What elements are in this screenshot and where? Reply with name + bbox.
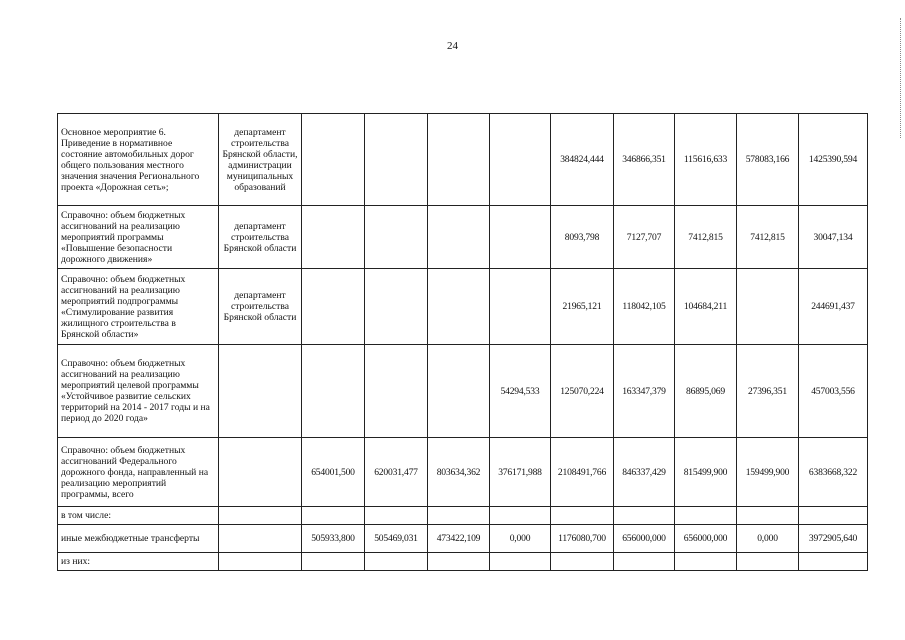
row-description: Справочно: объем бюджетных ассигнований на реализацию мероприятий программы «Повышение безопасности дорожного движения»: [58, 206, 219, 269]
table-row: [58, 525, 868, 553]
row-executor: [219, 553, 302, 571]
amount-cell: [302, 206, 365, 269]
amount-cell: 846337,429: [614, 438, 675, 507]
amount-cell: [428, 114, 490, 206]
amount-cell: [302, 345, 365, 438]
amount-cell: [365, 269, 428, 345]
budget-table: [57, 113, 868, 571]
budget-table-body: [58, 114, 868, 571]
table-row: [58, 438, 868, 507]
amount-cell: [428, 269, 490, 345]
amount-cell: 384824,444: [551, 114, 614, 206]
table-row: [58, 345, 868, 438]
amount-cell: 346866,351: [614, 114, 675, 206]
amount-cell: 0,000: [490, 525, 551, 553]
row-total-cell: [799, 553, 868, 571]
amount-cell: [737, 269, 799, 345]
amount-cell: 163347,379: [614, 345, 675, 438]
amount-cell: [737, 507, 799, 525]
amount-cell: [365, 206, 428, 269]
amount-cell: [302, 269, 365, 345]
amount-cell: 654001,500: [302, 438, 365, 507]
amount-cell: [490, 507, 551, 525]
amount-cell: [614, 507, 675, 525]
amount-cell: [302, 553, 365, 571]
amount-cell: [614, 553, 675, 571]
table-row: [58, 553, 868, 571]
amount-cell: 473422,109: [428, 525, 490, 553]
amount-cell: 125070,224: [551, 345, 614, 438]
row-description: иные межбюджетные трансферты: [58, 525, 219, 553]
row-total-cell: [799, 507, 868, 525]
amount-cell: [428, 507, 490, 525]
row-total-cell: 457003,556: [799, 345, 868, 438]
row-executor: департамент строительства Брянской области: [219, 206, 302, 269]
amount-cell: 505933,800: [302, 525, 365, 553]
row-executor: [219, 525, 302, 553]
amount-cell: 21965,121: [551, 269, 614, 345]
amount-cell: 578083,166: [737, 114, 799, 206]
row-total-cell: 3972905,640: [799, 525, 868, 553]
row-description: из них:: [58, 553, 219, 571]
row-executor: [219, 438, 302, 507]
amount-cell: [428, 345, 490, 438]
amount-cell: 7412,815: [737, 206, 799, 269]
amount-cell: 656000,000: [614, 525, 675, 553]
amount-cell: 815499,900: [675, 438, 737, 507]
amount-cell: [490, 206, 551, 269]
row-executor: [219, 345, 302, 438]
amount-cell: [675, 553, 737, 571]
amount-cell: [737, 553, 799, 571]
amount-cell: [302, 114, 365, 206]
row-total-cell: 6383668,322: [799, 438, 868, 507]
amount-cell: 656000,000: [675, 525, 737, 553]
amount-cell: 7127,707: [614, 206, 675, 269]
amount-cell: [365, 553, 428, 571]
amount-cell: 54294,533: [490, 345, 551, 438]
row-description: Справочно: объем бюджетных ассигнований на реализацию мероприятий подпрограммы «Стимулирование развития жилищного строительства в Брянской области»: [58, 269, 219, 345]
page-number: 24: [447, 40, 458, 52]
amount-cell: [675, 507, 737, 525]
table-row: [58, 114, 868, 206]
amount-cell: 505469,031: [365, 525, 428, 553]
row-total-cell: 30047,134: [799, 206, 868, 269]
amount-cell: [302, 507, 365, 525]
amount-cell: 7412,815: [675, 206, 737, 269]
amount-cell: [490, 269, 551, 345]
scan-edge-marks: [898, 18, 901, 138]
amount-cell: [365, 114, 428, 206]
amount-cell: 376171,988: [490, 438, 551, 507]
amount-cell: 104684,211: [675, 269, 737, 345]
table-row: [58, 206, 868, 269]
amount-cell: 8093,798: [551, 206, 614, 269]
row-description: Основное мероприятие 6. Приведение в нормативное состояние автомобильных дорог общего пользования местного значения значения Регионального проекта «Дорожная сеть»;: [58, 114, 219, 206]
amount-cell: 159499,900: [737, 438, 799, 507]
row-executor: [219, 507, 302, 525]
row-total-cell: 1425390,594: [799, 114, 868, 206]
amount-cell: 115616,633: [675, 114, 737, 206]
row-description: Справочно: объем бюджетных ассигнований на реализацию мероприятий целевой программы «Устойчивое развитие сельских территорий на 2014 - 2017 годы и на период до 2020 года»: [58, 345, 219, 438]
amount-cell: [365, 507, 428, 525]
amount-cell: 86895,069: [675, 345, 737, 438]
amount-cell: [551, 553, 614, 571]
row-description: Справочно: объем бюджетных ассигнований Федерального дорожного фонда, направленный на реализацию мероприятий программы, всего: [58, 438, 219, 507]
amount-cell: [490, 553, 551, 571]
amount-cell: 803634,362: [428, 438, 490, 507]
row-executor: департамент строительства Брянской области, администрации муниципальных образований: [219, 114, 302, 206]
amount-cell: [490, 114, 551, 206]
amount-cell: [428, 553, 490, 571]
amount-cell: 0,000: [737, 525, 799, 553]
table-row: [58, 507, 868, 525]
amount-cell: [551, 507, 614, 525]
amount-cell: 1176080,700: [551, 525, 614, 553]
amount-cell: [365, 345, 428, 438]
amount-cell: 118042,105: [614, 269, 675, 345]
amount-cell: [428, 206, 490, 269]
amount-cell: 2108491,766: [551, 438, 614, 507]
amount-cell: 27396,351: [737, 345, 799, 438]
row-total-cell: 244691,437: [799, 269, 868, 345]
row-executor: департамент строительства Брянской области: [219, 269, 302, 345]
row-description: в том числе:: [58, 507, 219, 525]
amount-cell: 620031,477: [365, 438, 428, 507]
table-row: [58, 269, 868, 345]
